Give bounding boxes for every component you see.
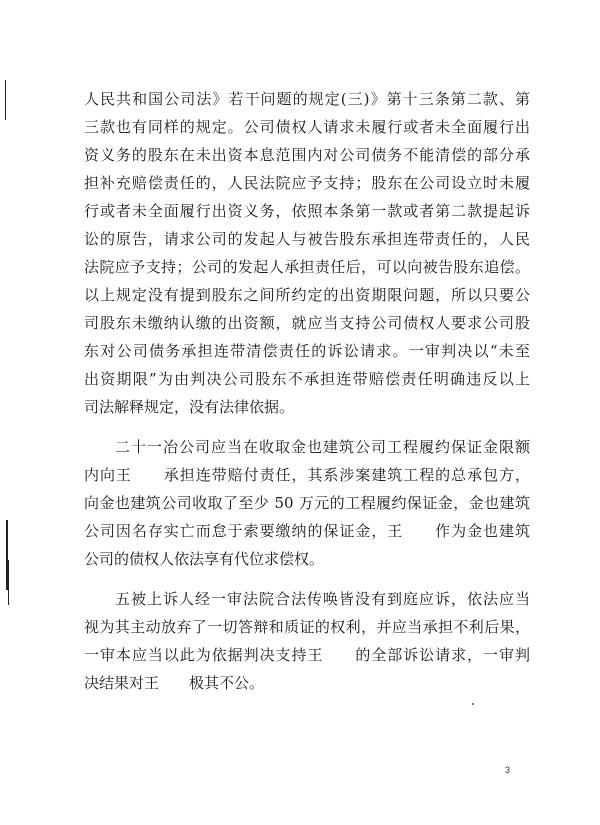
paragraph-gap xyxy=(84,421,530,433)
text-line: 东对公司债务承担连带清偿责任的诉讼请求。一审判决以“未至 xyxy=(84,342,530,360)
scan-edge-mark xyxy=(8,560,9,605)
text-line: 人民共和国公司法》若干问题的规定(三)》第十三条第二款、第 xyxy=(84,90,530,108)
text-line: 司法解释规定，没有法律依据。 xyxy=(84,398,295,416)
paragraph-gap xyxy=(84,573,530,585)
text-line: 向金也建筑公司收取了至少 50 万元的工程履约保证金，金也建筑 xyxy=(84,494,530,512)
paragraph xyxy=(84,433,530,573)
text-line: 司股东未缴纳认缴的出资额，就应当支持公司债权人要求公司股 xyxy=(84,314,530,332)
text-line: 以上规定没有提到股东之间所约定的出资期限问题，所以只要公 xyxy=(84,286,530,304)
text-line: 三款也有同样的规定。公司债权人请求未履行或者未全面履行出 xyxy=(84,118,530,136)
paragraph xyxy=(84,585,530,697)
scan-edge-mark xyxy=(5,80,6,120)
text-line: 法院应予支持；公司的发起人承担责任后，可以向被告股东追偿。 xyxy=(84,258,530,276)
text-line: 内向王 承担连带赔付责任，其系涉案建筑工程的总承包方， xyxy=(84,466,530,484)
text-line: 五被上诉人经一审法院合法传唤皆没有到庭应诉，依法应当 xyxy=(115,590,530,608)
text-line: 资义务的股东在未出资本息范围内对公司债务不能清偿的部分承 xyxy=(84,146,530,164)
text-line: 一审本应当以此为依据判决支持王 的全部诉讼请求，一审判 xyxy=(84,646,530,664)
text-line: 行或者未全面履行出资义务，依照本条第一款或者第二款提起诉 xyxy=(84,202,530,220)
document-body xyxy=(84,85,530,697)
text-line: 决结果对王 极其不公。 xyxy=(84,674,265,692)
text-line: 二十一冶公司应当在收取金也建筑公司工程履约保证金限额 xyxy=(115,438,530,456)
text-line: 担补充赔偿责任的，人民法院应予支持；股东在公司设立时未履 xyxy=(84,174,530,192)
text-line: 讼的原告，请求公司的发起人与被告股东承担连带责任的，人民 xyxy=(84,230,530,248)
text-line: 视为其主动放弃了一切答辩和质证的权利，并应当承担不利后果， xyxy=(84,618,530,636)
text-line: 公司因名存实亡而怠于索要缴纳的保证金，王 作为金也建筑 xyxy=(84,522,530,540)
text-line: 出资期限”为由判决公司股东不承担连带赔偿责任明确违反以上 xyxy=(84,370,530,388)
scan-speck xyxy=(472,703,474,705)
text-line: 公司的债权人依法享有代位求偿权。 xyxy=(84,550,325,568)
paragraph xyxy=(84,85,530,421)
page-number: 3 xyxy=(505,765,511,775)
